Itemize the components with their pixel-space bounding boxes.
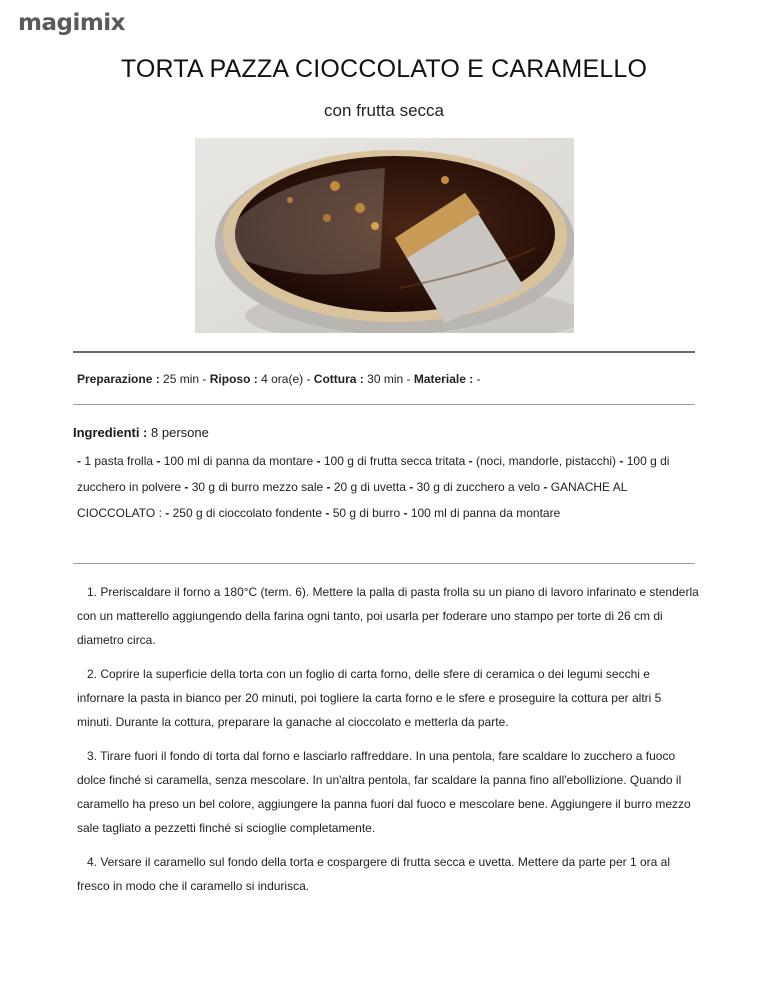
recipe-meta: Preparazione : 25 min - Riposo : 4 ora(e) - Cottura : 30 min - Materiale : - xyxy=(77,372,481,386)
ingredient-item: 30 g di zucchero a velo xyxy=(416,480,541,494)
steps-list xyxy=(77,580,699,908)
material-label: Materiale : xyxy=(413,372,474,386)
step-3: 3. Tirare fuori il fondo di torta dal forno e lasciarlo raffreddare. In una pentola, fare scaldare lo zucchero a fuoco dolce finché si caramella, senza mescolare. In un'altra pentola, far scaldare la panna fino all'ebollizione. Quando il caramello ha preso un bel colore, aggiungere la panna fuori dal fuoco e mescolare bene. Aggiungere il burro mezzo sale tagliato a pezzetti finché si scioglie completamente. xyxy=(77,749,691,835)
ingredient-item: 100 ml di panna da montare xyxy=(163,454,314,468)
ingredient-item: GANACHE AL CIOCCOLATO : xyxy=(77,480,627,520)
tart-photo xyxy=(195,138,574,333)
ingredient-item: (noci, mandorle, pistacchi) xyxy=(475,454,617,468)
prep-label: Preparazione : xyxy=(77,372,160,386)
divider xyxy=(73,351,695,353)
ingredients-list: - 1 pasta frolla - 100 ml di panna da montare - 100 g di frutta secca tritata - (noci, mandorle, pistacchi) - 100 g di zucchero in polvere - 30 g di burro mezzo sale - 20 g di uvetta - 30 g di zucchero a velo - GANACHE AL CIOCCOLATO : - 250 g di cioccolato fondente - 50 g di burro - 100 ml di panna da montare xyxy=(77,454,670,520)
ingredient-item: 50 g di burro xyxy=(332,506,401,520)
ingredient-item: 30 g di burro mezzo sale xyxy=(191,480,324,494)
servings: 8 persone xyxy=(151,425,209,440)
recipe-title: TORTA PAZZA CIOCCOLATO E CARAMELLO xyxy=(120,55,648,83)
divider xyxy=(73,563,695,564)
material-value: - xyxy=(476,372,481,386)
step-1: 1. Preriscaldare il forno a 180°C (term. 6). Mettere la palla di pasta frolla su un piano di lavoro infarinato e stenderla con un matterello aggiungendo della farina ogni tanto, poi usarla per foderare uno stampo per torte di 26 cm di diametro circa. xyxy=(77,585,699,647)
prep-value: 25 min xyxy=(163,372,200,386)
ingredient-item: 20 g di uvetta xyxy=(333,480,406,494)
cook-value: 30 min xyxy=(367,372,404,386)
ingredient-item: 100 g di frutta secca tritata xyxy=(323,454,466,468)
step-4: 4. Versare il caramello sul fondo della torta e cospargere di frutta secca e uvetta. Mettere da parte per 1 ora al fresco in modo che il caramello si indurisca. xyxy=(77,855,670,893)
ingredients-label: Ingredienti : xyxy=(73,425,148,440)
rest-value: 4 ora(e) xyxy=(261,372,304,386)
step-2: 2. Coprire la superficie della torta con un foglio di carta forno, delle sfere di ceramica o dei legumi secchi e infornare la pasta in bianco per 20 minuti, poi togliere la carta forno e le sfere e proseguire la cottura per altri 5 minuti. Durante la cottura, preparare la ganache al cioccolato e metterla da parte. xyxy=(77,667,662,729)
ingredient-item: 100 ml di panna da montare xyxy=(410,506,561,520)
ingredient-item: 250 g di cioccolato fondente xyxy=(172,506,323,520)
rest-label: Riposo : xyxy=(209,372,258,386)
ingredient-item: 100 g di zucchero in polvere xyxy=(77,454,670,494)
ingredient-item: 1 pasta frolla xyxy=(84,454,154,468)
divider xyxy=(73,404,695,405)
brand-logo: magimix xyxy=(18,10,126,36)
recipe-subtitle: con frutta secca xyxy=(323,101,444,120)
ingredients-heading xyxy=(73,425,209,440)
cook-label: Cottura : xyxy=(313,372,364,386)
